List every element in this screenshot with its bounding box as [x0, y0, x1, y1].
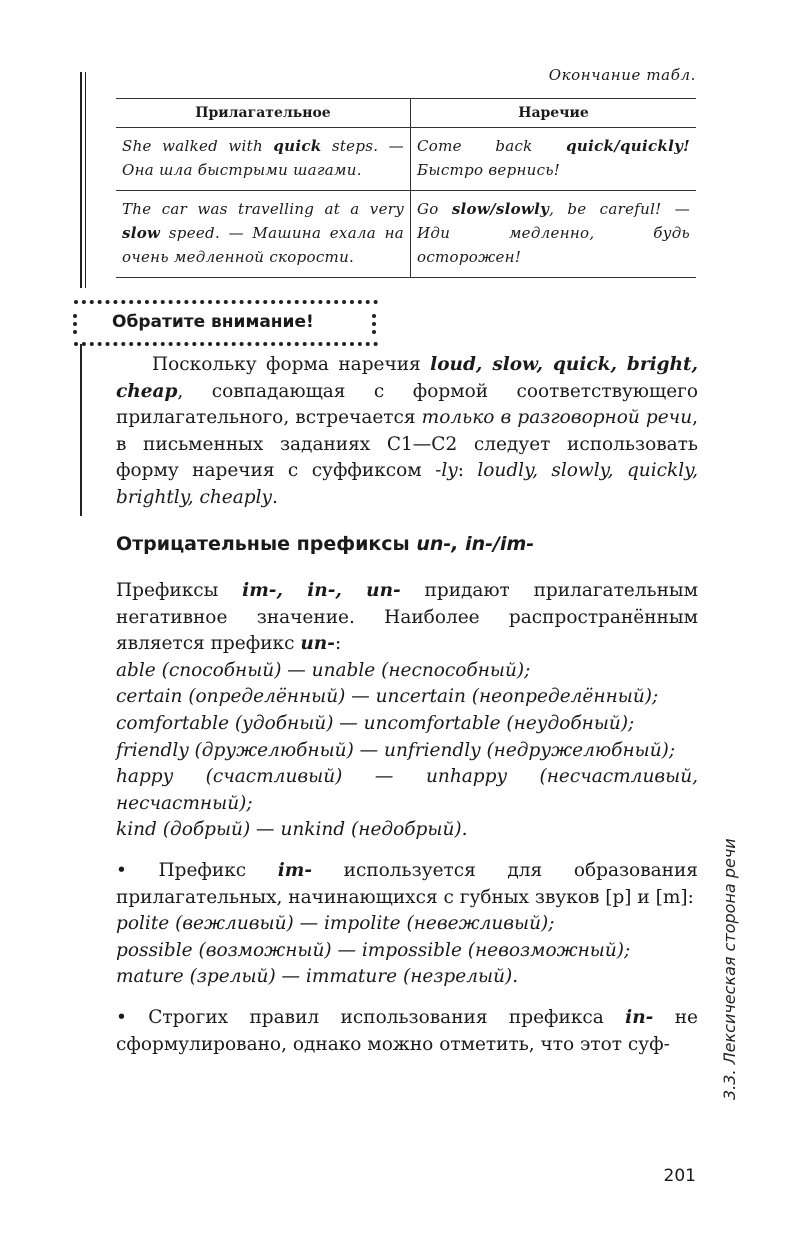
margin-rule-thin [85, 72, 86, 288]
table-row [116, 191, 696, 278]
table-cell-adverb: Go slow/slowly, be careful! — Иди медленно, будь осторожен! [411, 191, 697, 278]
im-rule-paragraph: • Префикс im- используется для образования прилагательных, начинающихся с губных звуков [p] и [m]: [116, 859, 698, 908]
im-examples: polite (вежливый) — impolite (невежливый); possible (возможный) — impossible (невозможный); mature (зрелый) — immature (незрелый). [116, 913, 631, 988]
in-rule-paragraph: • Строгих правил использования префикса in- не сформулировано, однако можно отметить, что этот суф- [116, 1006, 698, 1055]
adjective-adverb-table [116, 98, 696, 278]
section-body [116, 578, 698, 1058]
column-header-adjective: Прилагательное [116, 99, 411, 128]
side-title-text: 3.3. Лексическая сторона речи [720, 838, 739, 1100]
margin-rule [80, 72, 82, 288]
table-row [116, 128, 696, 191]
margin-rule-notice [80, 344, 82, 516]
column-header-adverb: Наречие [411, 99, 697, 128]
notice-box [74, 300, 378, 346]
table-caption: Окончание табл. [548, 66, 696, 84]
un-examples: able (способный) — unable (неспособный); certain (определённый) — uncertain (неопределённый); comfortable (удобный) — uncomfortable (неудобный); friendly (дружелюбный) — unfriendly (недружелюбный); happy (счастливый) — unhappy (несчастливый, несчастный); kind (добрый) — unkind (недобрый). [116, 659, 698, 841]
section-title: Отрицательные префиксы un-, in-/im- [116, 533, 535, 555]
intro-paragraph: Префиксы im-, in-, un- придают прилагательным негативное значение. Наиболее распространённым является префикс un-: [116, 580, 699, 655]
notice-paragraph: Поскольку форма наречия loud, slow, quick, bright, cheap, совпадающая с формой соответствующего прилагательного, встречается только в разговорной речи, в письменных заданиях С1—С2 следует использовать форму наречия с суффиксом -ly: loudly, slowly, quickly, brightly, cheaply. [116, 354, 698, 508]
notice-body [116, 352, 698, 511]
table-cell-adjective: She walked with quick steps. — Она шла быстрыми шагами. [116, 128, 411, 191]
page-number: 201 [663, 1166, 696, 1186]
table-cell-adjective: The car was travelling at a very slow speed. — Машина ехала на очень медленной скорости. [116, 191, 411, 278]
notice-dots-left [73, 314, 77, 334]
table-cell-adverb: Come back quick/quickly! Быстро вернись! [411, 128, 697, 191]
notice-dots-right [372, 314, 376, 334]
notice-title: Обратите внимание! [112, 312, 314, 332]
